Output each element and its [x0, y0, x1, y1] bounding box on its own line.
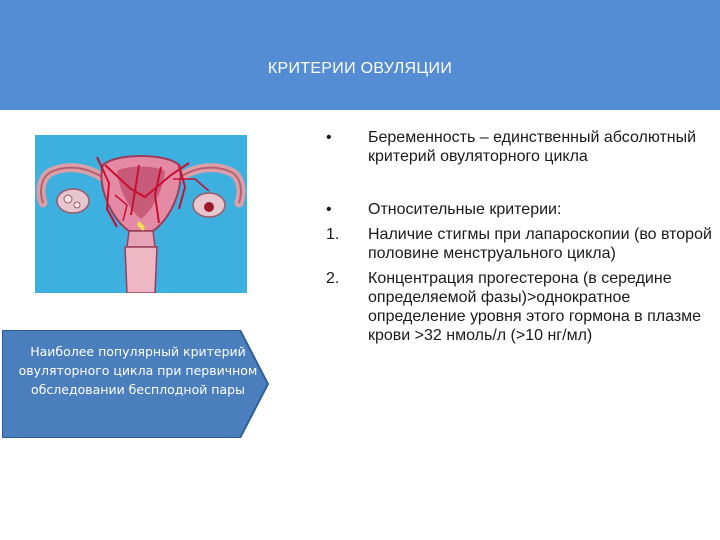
- list-item-text: Беременность – единственный абсолютный критерий овуляторного цикла: [368, 129, 697, 165]
- list-item: [326, 269, 716, 345]
- list-item: [326, 225, 716, 263]
- list-item-text: Относительные критерии:: [368, 201, 562, 218]
- list-item-text: Наличие стигмы при лапароскопии (во второй половине менструального цикла): [368, 226, 712, 262]
- list-item-text: Концентрация прогестерона (в середине определяемой фазы)>однократное определение уровня этого гормона в плазме крови >32 нмоль/л (>10 нг/мл): [368, 270, 702, 344]
- number-marker: 1.: [326, 226, 340, 243]
- number-marker: 2.: [326, 270, 340, 287]
- list-item: [326, 200, 716, 219]
- uterus-diagram-icon: [35, 135, 247, 293]
- list-item: [326, 128, 716, 166]
- bullet-marker: •: [326, 129, 332, 146]
- slide-title: КРИТЕРИИ ОВУЛЯЦИИ: [267, 60, 453, 77]
- bullet-marker: •: [326, 201, 332, 218]
- callout-text: Наиболее популярный критерий овуляторного цикла при первичном обследовании бесплодной пары: [18, 344, 258, 397]
- title-banner: [0, 0, 720, 110]
- criteria-list: [326, 128, 716, 345]
